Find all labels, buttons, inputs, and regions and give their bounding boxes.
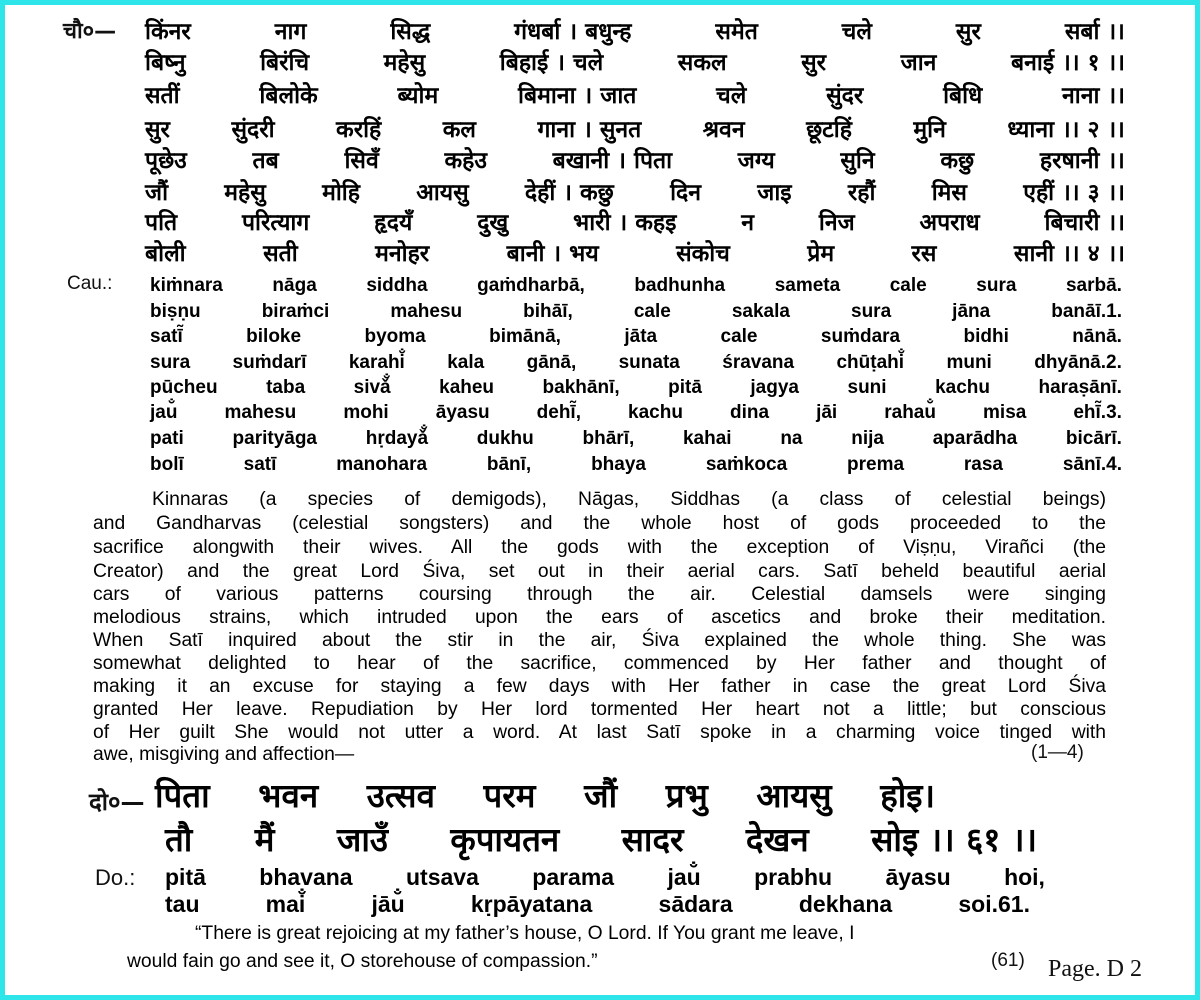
doha-word: तौ [165, 819, 193, 859]
doha-word: जाउँ [336, 819, 388, 859]
doha-line [165, 816, 1037, 860]
cau-word: dhyānā.2. [1034, 352, 1122, 373]
cau-word: chūṭahi̐ [836, 352, 905, 373]
cau-word: kachu [628, 402, 683, 423]
do-word: sādara [658, 890, 733, 917]
chaupai-line [145, 15, 1125, 45]
chaupai-word: जाइ [757, 180, 792, 206]
cau-word: jau̐ [150, 402, 178, 423]
chaupai-word: सिवँ [344, 148, 379, 174]
cau-word: jāi [816, 402, 838, 423]
cau-line [150, 299, 1122, 325]
chaupai-word: दुखु [477, 210, 509, 236]
chaupai-word: पूछेउ [145, 148, 187, 174]
cau-word: nāga [272, 275, 317, 296]
doha-word: प्रभु [665, 775, 708, 815]
cau-line [150, 350, 1122, 376]
cau-word: kala [447, 352, 485, 373]
cau-word: mahesu [224, 402, 297, 423]
chaupai-word: किंनर [145, 19, 191, 45]
cau-word: bhaya [591, 454, 646, 475]
chaupai-word: सर्बा ।। [1064, 19, 1125, 45]
cau-word: jāna [952, 301, 991, 322]
do-line [165, 862, 1045, 892]
doha-label: दो०— [89, 788, 145, 816]
cau-word: cale [633, 301, 671, 322]
doha-word: उत्सव [366, 775, 435, 815]
cau-label: Cau.: [67, 273, 113, 294]
cau-word: pati [150, 428, 184, 449]
cau-word: taba [266, 377, 306, 398]
translation-line: melodious strains, which intruded upon the ears of ascetics and broke their meditation. [93, 607, 1106, 628]
cau-word: bolī [150, 454, 184, 475]
chaupai-word: गाना । सुनत [537, 117, 642, 143]
chaupai-line [145, 113, 1125, 143]
chaupai-word: बनाई ।। १ ।। [1010, 50, 1125, 76]
cau-word: badhunha [634, 275, 726, 296]
cau-line [150, 375, 1122, 401]
chaupai-word: सुंदर [826, 83, 864, 109]
cau-word: muni [946, 352, 992, 373]
chaupai-word: तब [252, 148, 279, 174]
doha-word: आयसु [756, 775, 832, 815]
chaupai-word: कल [442, 117, 477, 143]
chaupai-word: बिरंचि [260, 50, 310, 76]
cau-word: sarbā. [1065, 275, 1122, 296]
translation-line: somewhat delighted to hear of the sacrifice, commenced by Her father and thought of [93, 653, 1106, 674]
cau-word: biloke [246, 326, 302, 347]
cau-word: biṣṇu [150, 301, 201, 322]
chaupai-line [145, 46, 1125, 76]
cau-word: sameta [774, 275, 841, 296]
chaupai-word: महेसु [383, 50, 426, 76]
cau-line [150, 273, 1122, 299]
cau-word: mohi [343, 402, 389, 423]
do-word: kṛpāyatana [470, 890, 593, 917]
chaupai-label: चौ०— [63, 19, 117, 44]
doha-word: भवन [258, 775, 319, 815]
chaupai-word: सुर [955, 19, 981, 45]
chaupai-word: मुनि [913, 117, 946, 143]
chaupai-word: रहौं [847, 180, 876, 206]
chaupai-word: मिस [931, 180, 967, 206]
doha-word: सादर [621, 819, 684, 859]
chaupai-word: सुनि [840, 148, 875, 174]
cau-word: rasa [963, 454, 1003, 475]
chaupai-word: बखानी । पिता [552, 148, 673, 174]
doha-word: कृपायतन [450, 819, 560, 859]
cau-word: śravana [722, 352, 795, 373]
cau-word: nija [851, 428, 884, 449]
cau-word: dina [729, 402, 770, 423]
translation-line: making it an excuse for staying a few days with Her father in case the great Lord Śiva [93, 676, 1106, 697]
chaupai-word: परित्याग [241, 210, 310, 236]
cau-word: pūcheu [150, 377, 218, 398]
chaupai-word: बोली [145, 241, 186, 267]
translation-line: When Satī inquired about the stir in the air, Śiva explained the whole thing. She was [93, 630, 1106, 651]
chaupai-word: सकल [677, 50, 727, 76]
chaupai-word: जान [900, 50, 937, 76]
chaupai-word: जौं [145, 180, 169, 206]
translation-line: cars of various patterns coursing through the air. Celestial damsels were singing [93, 584, 1106, 605]
cau-word: sura [150, 352, 191, 373]
do-word: tau [165, 890, 200, 917]
chaupai-word: सुर [145, 117, 170, 143]
chaupai-line [145, 79, 1125, 109]
cau-word: bidhi [963, 326, 1009, 347]
cau-word: sura [976, 275, 1017, 296]
cau-word: parityāga [232, 428, 317, 449]
do-word: utsava [406, 863, 479, 890]
cau-word: satī [243, 454, 277, 475]
chaupai-word: नाग [274, 19, 307, 45]
cau-word: aparādha [932, 428, 1018, 449]
cau-word: bihāī, [523, 301, 573, 322]
do-word: prabhu [754, 863, 833, 890]
cau-word: suni [847, 377, 887, 398]
chaupai-word: बिहाई । चले [499, 50, 604, 76]
cau-word: mahesu [390, 301, 463, 322]
cau-word: karahi̐ [348, 352, 405, 373]
cau-word: dukhu [476, 428, 534, 449]
chaupai-word: न [741, 210, 755, 236]
chaupai-word: कहेउ [444, 148, 487, 174]
cau-word: prema [847, 454, 905, 475]
chaupai-word: आयसु [416, 180, 469, 206]
cau-word: rahau̐ [884, 402, 936, 423]
cau-line [150, 324, 1122, 350]
chaupai-word: जग्य [737, 148, 775, 174]
cau-line [150, 400, 1122, 426]
chaupai-word: भारी । कहइ [573, 210, 677, 236]
translation-line: awe, misgiving and affection— [93, 744, 355, 765]
cau-word: pitā [668, 377, 702, 398]
cau-word: dehī̃, [536, 402, 581, 423]
chaupai-word: चले [841, 19, 872, 45]
cau-word: satī̃ [150, 326, 183, 347]
cau-word: sakala [731, 301, 790, 322]
cau-word: gānā, [526, 352, 577, 373]
cau-word: ehī̃.3. [1073, 402, 1122, 423]
translation-line: Creator) and the great Lord Śiva, set out in their aerial cars. Satī beheld beautiful aerial [93, 561, 1106, 582]
cau-word: cale [720, 326, 758, 347]
chaupai-word: दिन [670, 180, 702, 206]
chaupai-line [145, 237, 1125, 267]
chaupai-word: बिलोके [259, 83, 318, 109]
translation-line: sacrifice alongwith their wives. All the gods with the exception of Viṣṇu, Virañci (the [93, 537, 1106, 558]
cau-word: bakhānī, [542, 377, 620, 398]
chaupai-word: देहीं । कछु [524, 180, 614, 206]
chaupai-line [145, 176, 1125, 206]
cau-word: jāta [624, 326, 658, 347]
cau-word: kiṁnara [150, 275, 223, 296]
do-word: soi.61. [958, 890, 1030, 917]
do-word: dekhana [798, 890, 893, 917]
doha-word: सोइ ।। ६१ ।। [871, 819, 1037, 859]
cau-word: misa [983, 402, 1027, 423]
do-word: jāu̐ [371, 890, 405, 917]
cau-word: sivǎ̐ [353, 377, 391, 398]
chaupai-word: गंधर्बा । बधुन्ह [514, 19, 632, 45]
chaupai-word: नाना ।। [1062, 83, 1125, 109]
chaupai-word: बिष्नु [145, 50, 186, 76]
doha-line [155, 772, 935, 816]
doha-translation-ref: (61) [991, 950, 1025, 971]
chaupai-word: बानी । भय [506, 241, 599, 267]
doha-word: जौं [584, 775, 618, 815]
chaupai-word: पति [145, 210, 178, 236]
translation-ref: (1—4) [1031, 742, 1084, 763]
cau-word: kaheu [439, 377, 495, 398]
cau-word: hṛdayǎ̐ [365, 428, 429, 449]
cau-word: jagya [750, 377, 799, 398]
page-label: Page. D 2 [1048, 956, 1142, 982]
cau-word: sunata [618, 352, 680, 373]
doha-word: होइ। [880, 775, 935, 815]
do-line [165, 889, 1030, 919]
chaupai-line [145, 206, 1125, 236]
cau-word: manohara [336, 454, 428, 475]
chaupai-word: छूटहिं [806, 117, 852, 143]
do-word: parama [532, 863, 615, 890]
do-word: āyasu [885, 863, 951, 890]
chaupai-word: ब्योम [397, 83, 439, 109]
cau-word: bimānā, [489, 326, 561, 347]
chaupai-word: बिधि [943, 83, 983, 109]
chaupai-word: बिचारी ।। [1044, 210, 1125, 236]
cau-word: bānī, [486, 454, 532, 475]
chaupai-word: सानी ।। ४ ।। [1013, 241, 1125, 267]
cau-line [150, 426, 1122, 452]
chaupai-word: सतीं [145, 83, 180, 109]
doha-word: परम [483, 775, 536, 815]
chaupai-word: हरषानी ।। [1039, 148, 1125, 174]
chaupai-word: एहीं ।। ३ ।। [1023, 180, 1125, 206]
chaupai-word: सिद्ध [390, 19, 431, 45]
cau-word: byoma [364, 326, 426, 347]
cau-word: kachu [935, 377, 990, 398]
translation-line: and Gandharvas (celestial songsters) and the whole host of gods proceeded to the [93, 513, 1106, 534]
chaupai-word: निज [818, 210, 855, 236]
cau-word: suṁdara [820, 326, 901, 347]
cau-word: bhārī, [582, 428, 635, 449]
cau-word: haraṣānī. [1038, 377, 1122, 398]
do-word: pitā [165, 863, 206, 890]
cau-word: kahai [682, 428, 732, 449]
cau-word: siddha [366, 275, 428, 296]
translation-line: Kinnaras (a species of demigods), Nāgas, Siddhas (a class of celestial beings) [152, 489, 1106, 510]
cau-word: biraṁci [261, 301, 330, 322]
do-word: hoi, [1004, 863, 1045, 890]
chaupai-word: समेत [715, 19, 758, 45]
cau-word: sura [851, 301, 892, 322]
do-label: Do.: [95, 865, 136, 890]
chaupai-word: ध्याना ।। २ ।। [1007, 117, 1125, 143]
chaupai-word: अपराध [919, 210, 980, 236]
doha-word: पिता [155, 775, 210, 815]
cau-word: na [780, 428, 803, 449]
cau-word: cale [889, 275, 927, 296]
cau-word: banāī.1. [1051, 301, 1122, 322]
chaupai-word: सती [263, 241, 298, 267]
doha-translation-line-1: “There is great rejoicing at my father’s house, O Lord. If You grant me leave, I [195, 923, 855, 944]
chaupai-word: चले [716, 83, 747, 109]
cau-word: nānā. [1072, 326, 1122, 347]
do-word: jau̐ [667, 863, 701, 890]
chaupai-word: श्रवन [702, 117, 745, 143]
chaupai-word: संकोच [676, 241, 730, 267]
doha-word: मैं [254, 819, 275, 859]
cau-word: bicārī. [1065, 428, 1122, 449]
chaupai-word: महेसु [224, 180, 266, 206]
translation-line: of Her guilt She would not utter a word. At last Satī spoke in a charming voice tinged with [93, 722, 1106, 743]
cau-word: saṁkoca [705, 454, 788, 475]
chaupai-word: मनोहर [375, 241, 430, 267]
chaupai-word: प्रेम [807, 241, 835, 267]
cau-word: āyasu [435, 402, 490, 423]
do-word: bhavana [259, 863, 353, 890]
chaupai-word: सुंदरी [231, 117, 275, 143]
cau-word: gaṁdharbā, [477, 275, 585, 296]
cau-word: suṁdarī [232, 352, 307, 373]
chaupai-word: बिमाना । जात [518, 83, 637, 109]
chaupai-word: हृदयँ [374, 210, 413, 236]
chaupai-word: सुर [801, 50, 827, 76]
translation-line: granted Her leave. Repudiation by Her lord tormented Her heart not a little; but conscious [93, 699, 1106, 720]
chaupai-line [145, 144, 1125, 174]
cau-line [150, 452, 1122, 478]
chaupai-word: करहिं [336, 117, 382, 143]
chaupai-word: मोहि [322, 180, 360, 206]
doha-word: देखन [745, 819, 809, 859]
doha-translation-line-2: would fain go and see it, O storehouse of compassion.” [127, 951, 598, 972]
do-word: mai̐ [265, 890, 306, 917]
cau-word: sānī.4. [1062, 454, 1122, 475]
chaupai-word: रस [911, 241, 937, 267]
chaupai-word: कछु [940, 148, 975, 174]
